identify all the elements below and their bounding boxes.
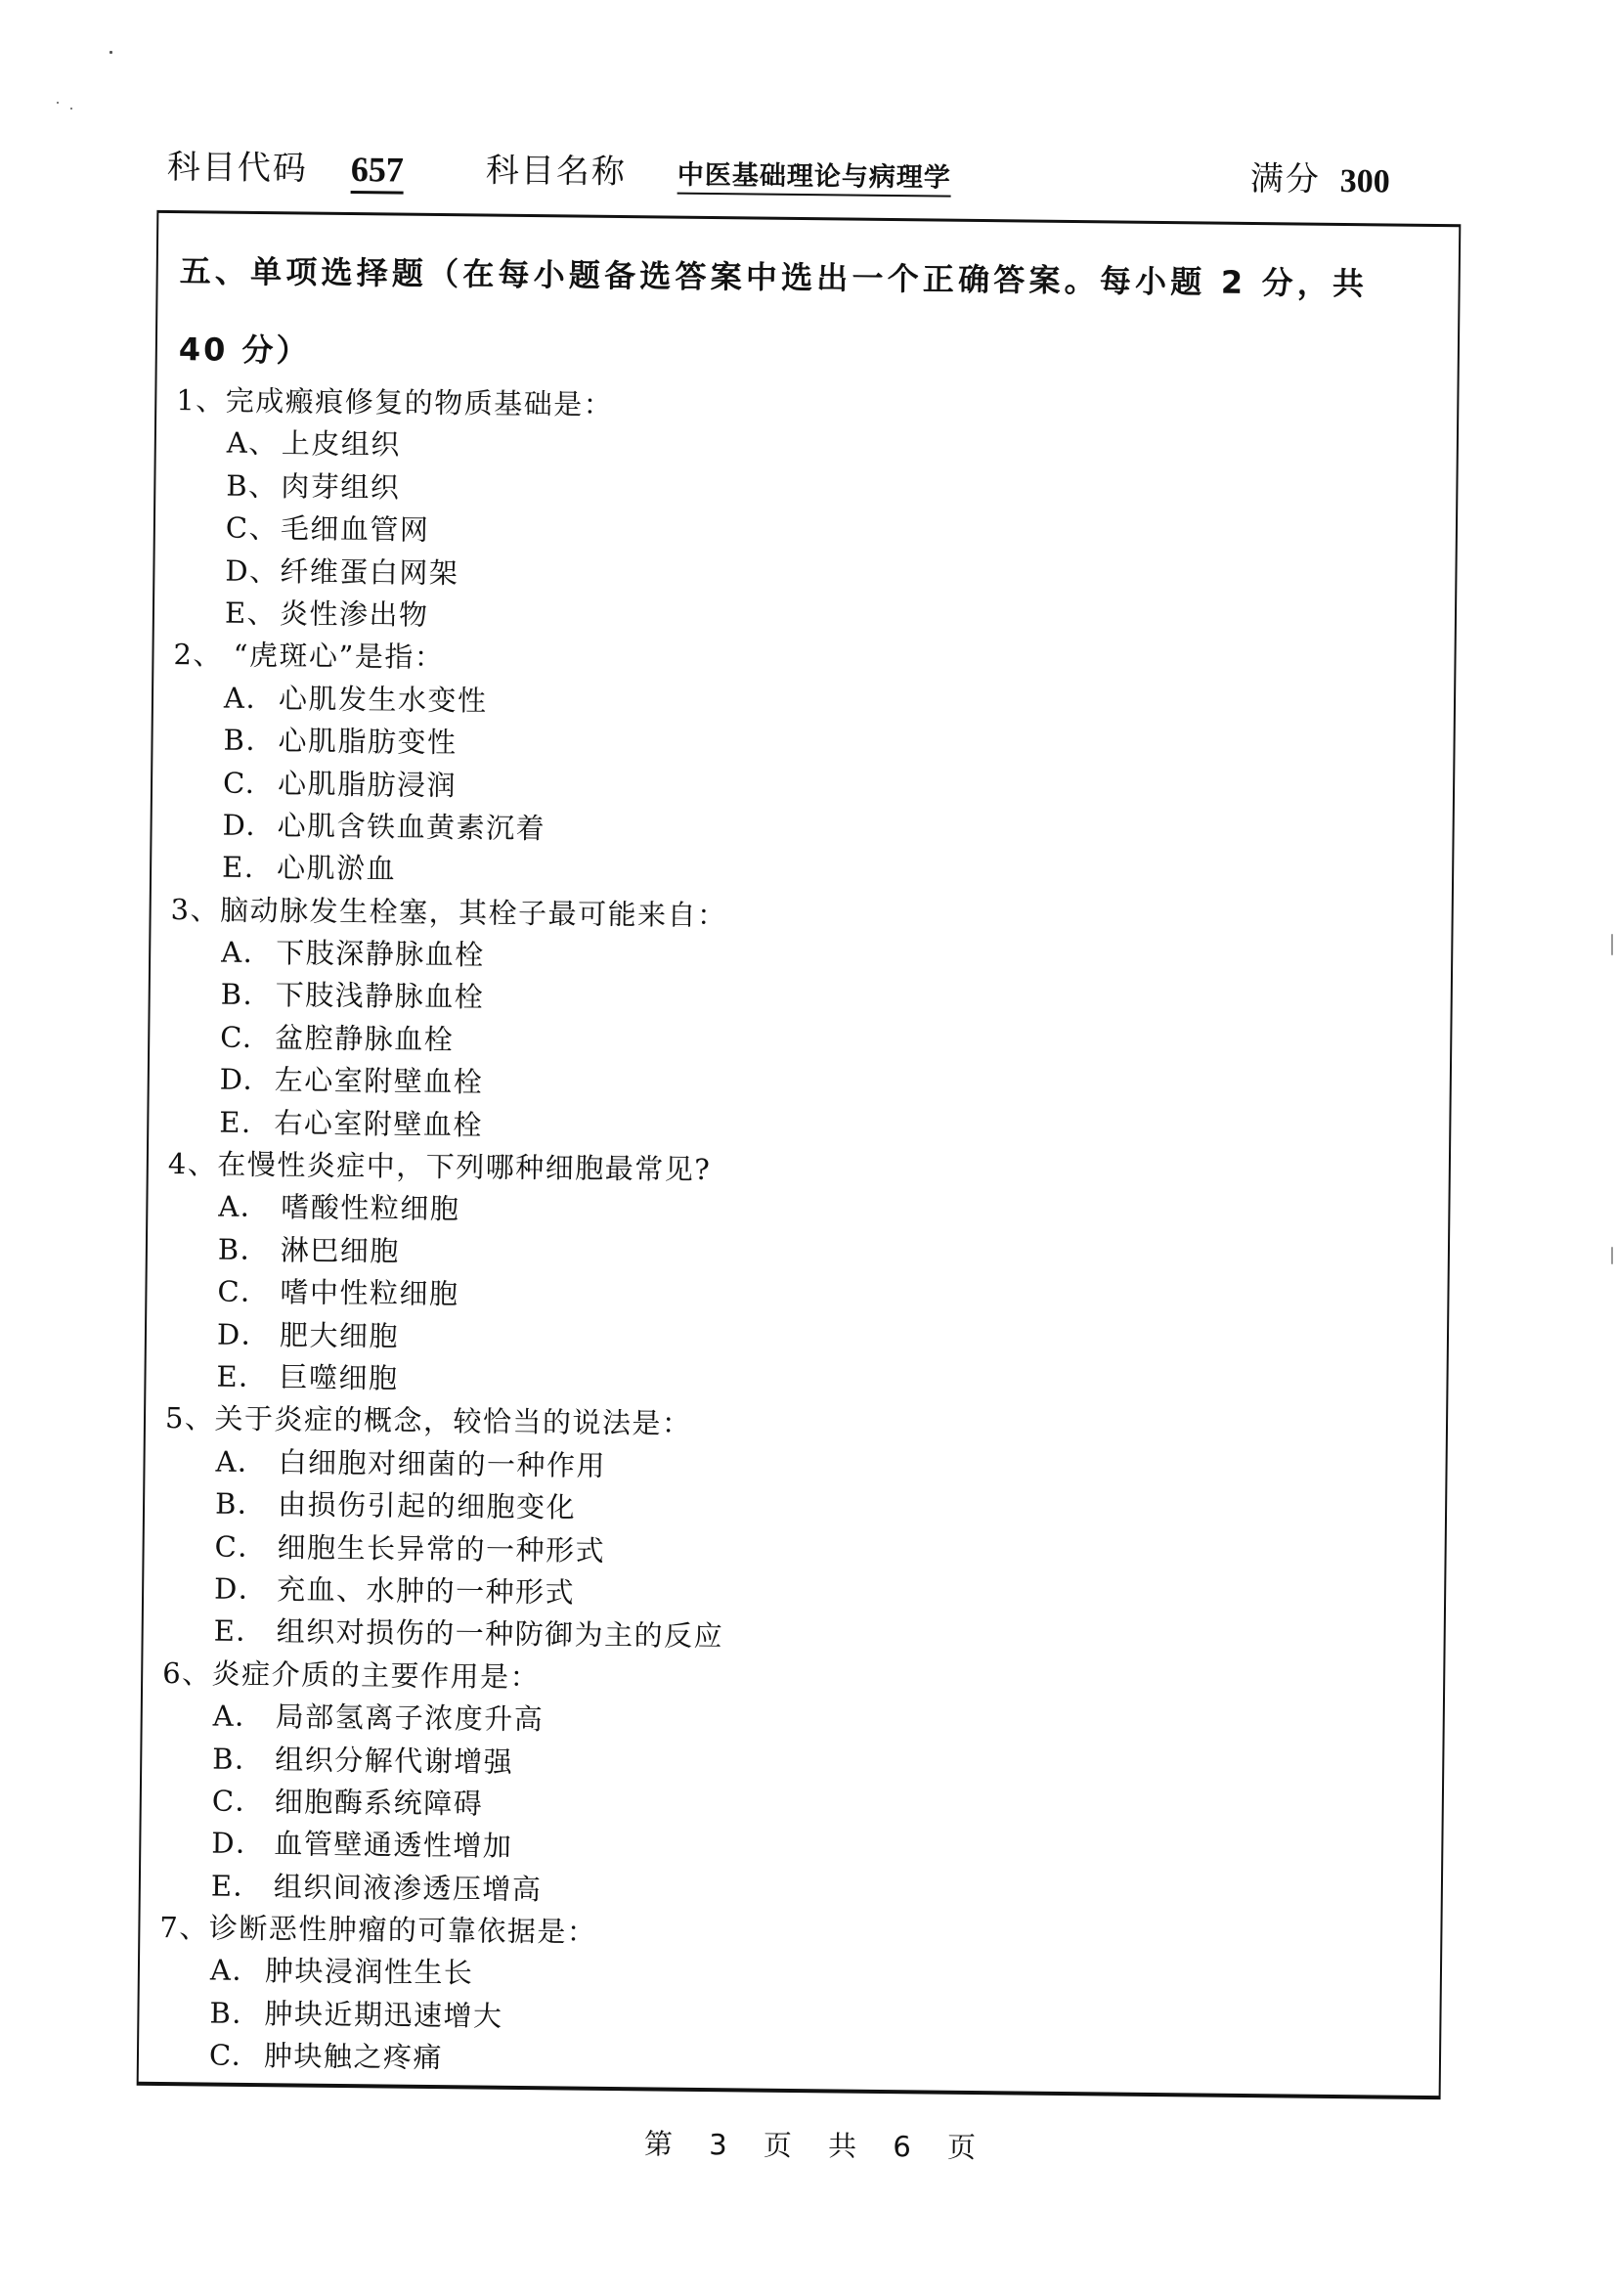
option-text: 细胞生长异常的一种形式 [277,1529,606,1567]
option-key: A． [212,1699,265,1734]
option-key: A、 [226,426,279,461]
option-text: 心肌脂肪浸润 [277,766,458,802]
option-text: 炎性渗出物 [279,596,429,632]
question-list [139,379,1458,2091]
option-text: 淋巴细胞 [280,1233,401,1268]
question-text: 完成瘢痕修复的物质基础是： [225,383,614,421]
option-key: C． [214,1529,269,1564]
question-number: 2、 [173,638,224,672]
option-text: 心肌发生水变性 [278,681,488,718]
option-text: 局部氢离子浓度升高 [275,1700,545,1737]
option-key: E． [216,1359,269,1394]
option-text: 肿块近期迅速增大 [264,1997,503,2033]
subject-name-label: 科目名称 [485,151,628,193]
full-score-label: 满分 [1249,158,1322,199]
option-key: C. [208,2038,242,2073]
question-text: 关于炎症的概念，较恰当的说法是： [214,1401,692,1441]
section-title-line-2: 40 分） [178,331,311,370]
option-key: A. [221,935,254,970]
option-text: 组织对损伤的一种防御为主的反应 [276,1614,724,1654]
scan-speck [70,108,72,110]
section-title-line-1: 五、单项选择题（在每小题备选答案中选出一个正确答案。每小题 2 分，共 [179,252,1369,303]
option-key: E． [213,1613,267,1649]
option-text: 组织分解代谢增强 [275,1742,514,1779]
question-text: 炎症介质的主要作用是： [211,1656,541,1694]
question-text: 在慢性炎症中，下列哪种细胞最常见? [217,1147,712,1187]
option-text: 充血、水肿的一种形式 [276,1572,576,1610]
option-text: 巨噬细胞 [279,1360,399,1395]
option-key: C、 [225,510,280,546]
option-key: B． [217,1232,271,1266]
option-key: D． [216,1317,272,1351]
option-key: A． [218,1190,271,1224]
option-key: A. [223,681,257,715]
question-number: 7、 [159,1911,210,1945]
option-key: E、 [224,596,278,631]
option-text: 肉芽组织 [281,469,401,505]
question-text: “虎斑心”是指： [222,638,445,675]
option-text: 组织间液渗透压增高 [273,1869,543,1906]
option-text: 心肌淤血 [276,851,397,886]
option-key: E. [221,850,255,885]
option-key: C． [217,1274,271,1309]
question-text: 脑动脉发生栓塞，其栓子最可能来自： [219,893,727,932]
option-key: C. [220,1020,253,1054]
option-key: D. [219,1062,254,1097]
option-text: 细胞酶系统障碍 [274,1785,484,1821]
option-text: 由损伤引起的细胞变化 [277,1487,577,1524]
option-text: 下肢浅静脉血栓 [275,978,485,1014]
subject-code-value: 657 [351,150,404,195]
option-key: A. [209,1954,243,1988]
option-key: D． [211,1826,266,1861]
question-number: 1、 [176,383,226,418]
option-key: B、 [226,468,279,504]
scan-edge-mark [1611,1247,1613,1264]
option-key: B． [214,1486,268,1522]
option-key: C． [211,1784,266,1819]
option-text: 嗜酸性粒细胞 [281,1190,460,1226]
question-number: 3、 [170,892,221,927]
option-key: B. [220,978,254,1012]
scan-speck [57,102,59,104]
option-text: 上皮组织 [281,426,402,462]
option-text: 右心室附壁血栓 [274,1105,484,1142]
option-key: B． [212,1742,265,1776]
option-text: 肿块触之疼痛 [263,2039,444,2075]
option-text: 左心室附壁血栓 [274,1063,484,1099]
option-key: E． [210,1869,264,1903]
scan-speck [109,51,112,54]
option-key: D． [213,1571,269,1607]
option-text: 血管壁通透性增加 [274,1827,513,1864]
option-key: C. [222,766,256,800]
option-key: A． [215,1444,268,1479]
option-key: D. [222,808,257,842]
question-number: 6、 [162,1656,212,1691]
option-text: 毛细血管网 [280,511,430,548]
option-text: 白细胞对细菌的一种作用 [278,1445,607,1482]
option-text: 肿块浸润性生长 [264,1954,474,1990]
option-text: 心肌脂肪变性 [278,724,458,760]
option-key: D、 [225,553,280,588]
question-text: 诊断恶性肿瘤的可靠依据是： [208,1911,597,1949]
scan-edge-mark [1611,934,1613,955]
option-text: 纤维蛋白网架 [280,553,459,590]
option-text: 心肌含铁血黄素沉着 [277,809,546,846]
question-box [137,210,1462,2099]
question-number: 4、 [167,1147,218,1181]
option-key: B. [223,723,257,758]
option-text: 下肢深静脉血栓 [276,936,485,972]
question-number: 5、 [164,1401,215,1435]
option-key: B. [209,1996,243,2030]
option-key: E. [219,1105,252,1139]
option-text: 盆腔静脉血栓 [275,1021,455,1057]
option-text: 嗜中性粒细胞 [280,1275,459,1311]
subject-code-label: 科目代码 [166,147,309,189]
option-text: 肥大细胞 [279,1317,400,1353]
full-score-value: 300 [1339,162,1390,200]
section-title [178,229,1441,405]
subject-name-value: 中医基础理论与病理学 [677,159,951,198]
exam-header [11,142,1616,204]
page-indicator: 第 3 页 共 6 页 [643,2127,990,2165]
